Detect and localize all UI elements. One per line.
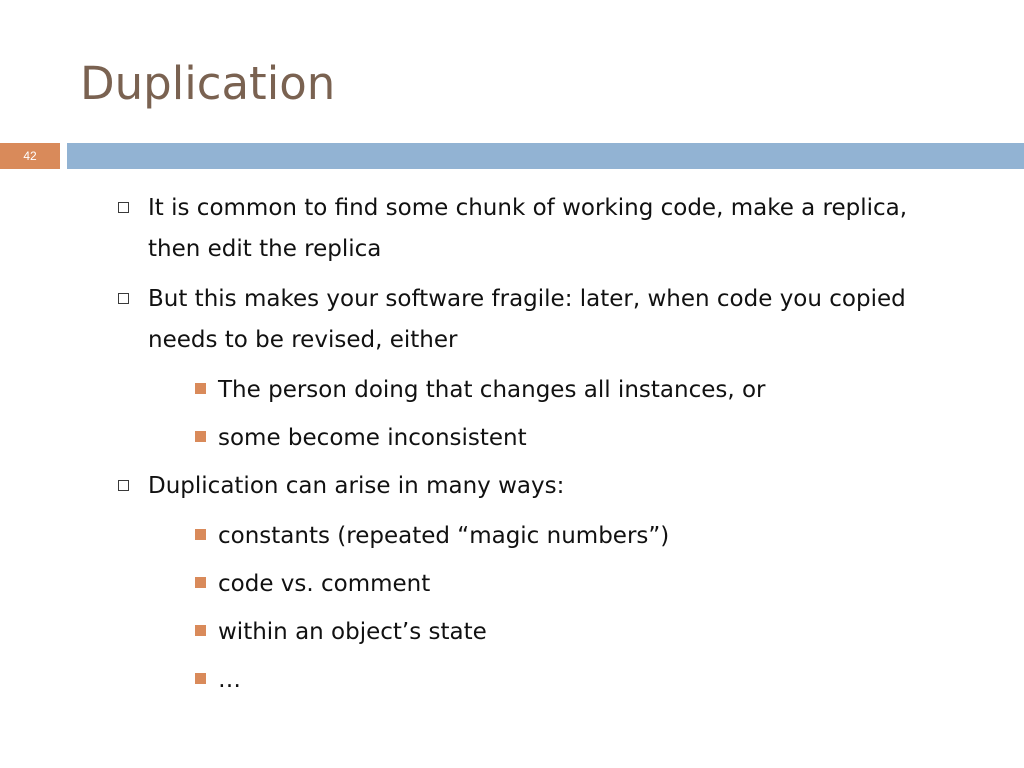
sub-bullet-item [0, 418, 1024, 458]
bullet-text: It is common to find some chunk of working code, make a replica, then edit the replica [148, 195, 908, 262]
hollow-square-bullet-icon [118, 202, 129, 213]
header-band [67, 143, 1024, 169]
page-number-badge: 42 [0, 143, 60, 169]
hollow-square-bullet-icon [118, 480, 129, 491]
bullet-item [0, 188, 1024, 270]
filled-square-bullet-icon [195, 529, 206, 540]
bullet-item [0, 279, 1024, 361]
sub-bullet-item [0, 370, 1024, 410]
sub-bullet-item [0, 516, 1024, 556]
sub-bullet-item [0, 564, 1024, 604]
slide-title: Duplication [80, 57, 336, 110]
bullet-item [0, 466, 1024, 507]
bullet-text: Duplication can arise in many ways: [148, 473, 565, 499]
hollow-square-bullet-icon [118, 293, 129, 304]
sub-bullet-item [0, 612, 1024, 652]
sub-bullet-text: some become inconsistent [218, 425, 527, 451]
filled-square-bullet-icon [195, 673, 206, 684]
filled-square-bullet-icon [195, 431, 206, 442]
filled-square-bullet-icon [195, 577, 206, 588]
sub-bullet-text: … [218, 667, 241, 693]
bullet-text: But this makes your software fragile: later, when code you copied needs to be revised, either [148, 286, 906, 353]
sub-bullet-text: The person doing that changes all instances, or [218, 377, 766, 403]
sub-bullet-text: constants (repeated “magic numbers”) [218, 523, 670, 549]
sub-bullet-item [0, 660, 1024, 700]
filled-square-bullet-icon [195, 625, 206, 636]
filled-square-bullet-icon [195, 383, 206, 394]
sub-bullet-text: within an object’s state [218, 619, 487, 645]
sub-bullet-text: code vs. comment [218, 571, 431, 597]
bullet-list [0, 188, 1024, 708]
